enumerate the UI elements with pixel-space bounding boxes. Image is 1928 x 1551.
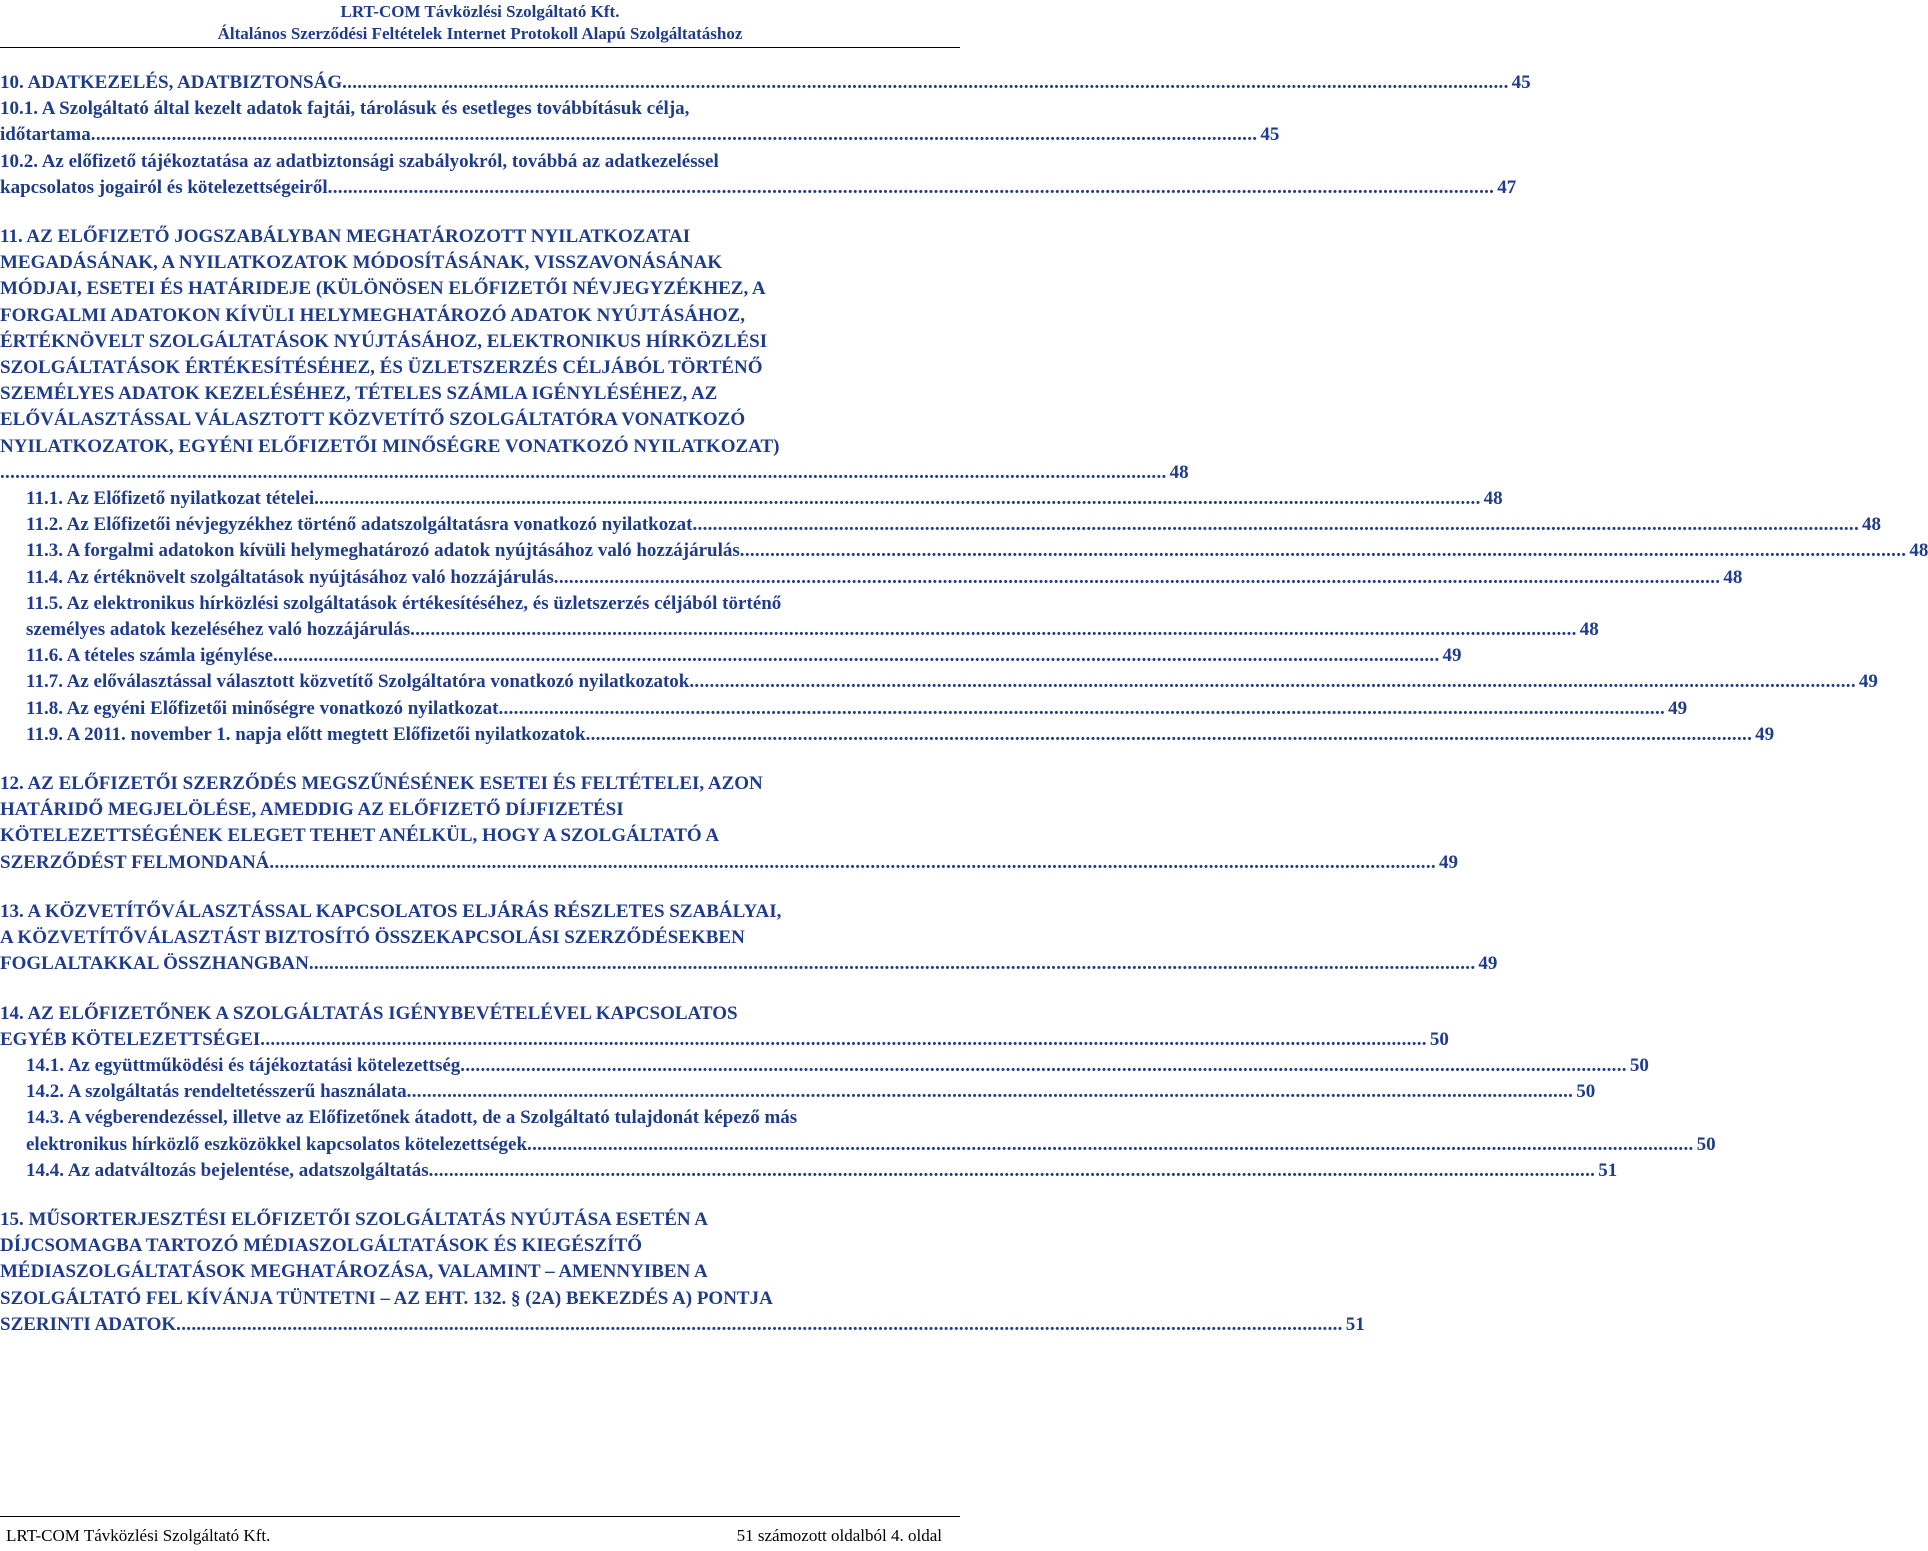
toc-subentry[interactable] bbox=[0, 486, 1503, 512]
toc-page-number: 50 bbox=[1576, 1081, 1596, 1103]
page-footer bbox=[0, 1516, 960, 1551]
toc-leader-dots bbox=[740, 538, 1907, 564]
toc-subentry[interactable] bbox=[0, 565, 1743, 591]
toc-page-number: 48 bbox=[1723, 566, 1743, 588]
toc-entry-text: 11.1. Az Előfizető nyilatkozat tételei bbox=[26, 488, 315, 510]
toc-leader-dots bbox=[269, 850, 1436, 876]
toc-page-number: 45 bbox=[1260, 124, 1280, 146]
toc-entry-text: kapcsolatos jogairól és kötelezettségeiről bbox=[0, 176, 328, 198]
toc-entry-text: FORGALMI ADATOKON KÍVÜLI HELYMEGHATÁROZÓ ADATOK NYÚJTÁSÁHOZ, bbox=[0, 304, 745, 326]
toc-entry-text: 15. MŰSORTERJESZTÉSI ELŐFIZETŐI SZOLGÁLTATÁS NYÚJTÁSA ESETÉN A bbox=[0, 1208, 709, 1230]
toc-page-number: 49 bbox=[1755, 723, 1775, 745]
toc-entry[interactable] bbox=[0, 1001, 1449, 1053]
toc-entry-text: 14.3. A végberendezéssel, illetve az Előfizetőnek átadott, de a Szolgáltató tulajdonát képező más bbox=[26, 1107, 798, 1129]
toc-leader-dots bbox=[260, 1027, 1427, 1053]
toc-page-number: 45 bbox=[1511, 72, 1531, 93]
toc-entry-text: MÉDIASZOLGÁLTATÁSOK MEGHATÁROZÁSA, VALAMINT – AMENNYIBEN A bbox=[0, 1261, 708, 1283]
toc-leader-dots bbox=[460, 1053, 1627, 1079]
toc-entry-text: 11.8. Az egyéni Előfizetői minőségre vonatkozó nyilatkozat bbox=[26, 697, 499, 719]
toc-entry-text: 14.2. A szolgáltatás rendeltetésszerű használata bbox=[26, 1081, 407, 1103]
toc-entry-text: SZERINTI ADATOK bbox=[0, 1313, 177, 1335]
toc-leader-dots bbox=[0, 460, 1167, 486]
toc-page-number: 50 bbox=[1429, 1028, 1449, 1050]
toc-spacer bbox=[0, 1184, 958, 1207]
toc-entry-text: A KÖZVETÍTŐVÁLASZTÁST BIZTOSÍTÓ ÖSSZEKAPCSOLÁSI SZERZŐDÉSEKBEN bbox=[0, 927, 745, 949]
toc-entry-text: SZOLGÁLTATÓ FEL KÍVÁNJA TÜNTETNI – AZ EHT. 132. § (2A) BEKEZDÉS A) PONTJA bbox=[0, 1287, 773, 1309]
toc-leader-dots bbox=[554, 565, 1721, 591]
toc-leader-dots bbox=[309, 951, 1476, 977]
toc-entry-text: KÖTELEZETTSÉGÉNEK ELEGET TEHET ANÉLKÜL, HOGY A SZOLGÁLTATÓ A bbox=[0, 825, 720, 847]
toc-entry-text: 14. AZ ELŐFIZETŐNEK A SZOLGÁLTATÁS IGÉNYBEVÉTELÉVEL KAPCSOLATOS bbox=[0, 1002, 738, 1024]
toc-subentry[interactable] bbox=[0, 591, 1599, 643]
toc-leader-dots bbox=[586, 722, 1753, 748]
toc-entry-text: FOGLALTAKKAL ÖSSZHANGBAN bbox=[0, 953, 309, 975]
toc-entry-text: 14.1. Az együttműködési és tájékoztatási kötelezettség bbox=[26, 1054, 461, 1076]
toc-page-number: 49 bbox=[1438, 851, 1458, 873]
header-divider bbox=[0, 47, 960, 48]
toc-spacer bbox=[0, 201, 958, 224]
toc-leader-dots bbox=[692, 512, 1859, 538]
toc-page-number: 48 bbox=[1169, 461, 1189, 483]
toc-entry-text: 11.7. Az előválasztással választott közvetítő Szolgáltatóra vonatkozó nyilatkozatok bbox=[26, 671, 690, 693]
toc-entry-text: 10. ADATKEZELÉS, ADATBIZTONSÁG bbox=[0, 72, 343, 93]
toc-leader-dots bbox=[429, 1158, 1596, 1184]
toc-page-number: 51 bbox=[1598, 1159, 1618, 1181]
toc-entry-text: személyes adatok kezeléséhez való hozzájárulás bbox=[26, 619, 411, 641]
page-header bbox=[0, 0, 960, 48]
toc-subentry[interactable] bbox=[0, 722, 1775, 748]
toc-page-number: 49 bbox=[1668, 697, 1688, 719]
toc-entry-text: ELŐVÁLASZTÁSSAL VÁLASZTOTT KÖZVETÍTŐ SZOLGÁLTATÓRA VONATKOZÓ bbox=[0, 409, 746, 431]
toc-entry-text: 11.9. A 2011. november 1. napja előtt megtett Előfizetői nyilatkozatok bbox=[26, 723, 586, 745]
toc-page-number: 51 bbox=[1345, 1313, 1365, 1335]
toc-subentry[interactable] bbox=[0, 696, 1688, 722]
toc-entry-text: 12. AZ ELŐFIZETŐI SZERZŐDÉS MEGSZŰNÉSÉNEK ESETEI ÉS FELTÉTELEI, AZON bbox=[0, 773, 763, 795]
toc-leader-dots bbox=[499, 696, 1666, 722]
toc-entry-text: HATÁRIDŐ MEGJELÖLÉSE, AMEDDIG AZ ELŐFIZETŐ DÍJFIZETÉSI bbox=[0, 799, 624, 821]
toc-leader-dots bbox=[527, 1132, 1694, 1158]
toc-entry-text: 13. A KÖZVETÍTŐVÁLASZTÁSSAL KAPCSOLATOS ELJÁRÁS RÉSZLETES SZABÁLYAI, bbox=[0, 900, 782, 922]
toc-page-number: 49 bbox=[1858, 671, 1878, 693]
toc-entry-text: 10.1. A Szolgáltató által kezelt adatok fajtái, tárolásuk és esetleges továbbításuk célja, bbox=[0, 98, 690, 120]
toc-page-number: 49 bbox=[1442, 645, 1462, 667]
toc-entry[interactable] bbox=[0, 899, 1498, 978]
toc-subentry[interactable] bbox=[0, 1105, 1716, 1157]
toc-page-number: 48 bbox=[1579, 619, 1599, 641]
toc-page-number: 48 bbox=[1909, 540, 1928, 562]
toc-leader-dots bbox=[314, 486, 1481, 512]
toc-entry-text: ÉRTÉKNÖVELT SZOLGÁLTATÁSOK NYÚJTÁSÁHOZ, ELEKTRONIKUS HÍRKÖZLÉSI bbox=[0, 330, 768, 352]
toc-entry[interactable] bbox=[0, 149, 1517, 201]
toc-leader-dots bbox=[273, 643, 1440, 669]
toc-entry-text: időtartama bbox=[0, 124, 91, 146]
toc-page-number: 48 bbox=[1862, 514, 1882, 536]
toc-entry-text: 11.2. Az Előfizetői névjegyzékhez történő adatszolgáltatásra vonatkozó nyilatkozat bbox=[26, 514, 693, 536]
toc-entry-text: 11.6. A tételes számla igénylése bbox=[26, 645, 273, 667]
toc-entry[interactable] bbox=[0, 1207, 1365, 1338]
toc-entry[interactable] bbox=[0, 224, 1189, 486]
toc-entry-text: SZEMÉLYES ADATOK KEZELÉSÉHEZ, TÉTELES SZÁMLA IGÉNYLÉSÉHEZ, AZ bbox=[0, 383, 718, 405]
header-subtitle: Általános Szerződési Feltételek Internet Protokoll Alapú Szolgáltatáshoz bbox=[217, 24, 743, 43]
toc-subentry[interactable] bbox=[0, 1079, 1596, 1105]
toc-spacer bbox=[0, 748, 958, 771]
toc-entry-text: 14.4. Az adatváltozás bejelentése, adatszolgáltatás bbox=[26, 1159, 429, 1181]
toc-subentry[interactable] bbox=[0, 1053, 1649, 1079]
toc-leader-dots bbox=[176, 1312, 1343, 1338]
toc-entry-text: MEGADÁSÁNAK, A NYILATKOZATOK MÓDOSÍTÁSÁNAK, VISSZAVONÁSÁNAK bbox=[0, 252, 723, 274]
toc-page-number: 49 bbox=[1478, 953, 1498, 975]
toc-leader-dots bbox=[689, 669, 1856, 695]
toc-entry-text: 11.3. A forgalmi adatokon kívüli helymeghatározó adatok nyújtásához való hozzájárulás bbox=[26, 540, 740, 562]
toc-page-number: 47 bbox=[1497, 176, 1517, 198]
table-of-contents bbox=[0, 70, 1928, 1338]
footer-company: LRT-COM Távközlési Szolgáltató Kft. bbox=[6, 1526, 271, 1545]
header-company: LRT-COM Távközlési Szolgáltató Kft. bbox=[340, 2, 620, 21]
toc-page-number: 50 bbox=[1629, 1054, 1649, 1076]
toc-leader-dots bbox=[91, 122, 1258, 148]
toc-entry-text: MÓDJAI, ESETEI ÉS HATÁRIDEJE (KÜLÖNÖSEN ELŐFIZETŐI NÉVJEGYZÉKHEZ, A bbox=[0, 278, 766, 300]
toc-entry-text: elektronikus hírközlő eszközökkel kapcsolatos kötelezettségek bbox=[26, 1133, 528, 1155]
toc-page-number: 50 bbox=[1696, 1133, 1716, 1155]
toc-entry[interactable] bbox=[0, 771, 1458, 876]
toc-entry[interactable] bbox=[0, 96, 1280, 148]
toc-entry[interactable] bbox=[0, 70, 1531, 96]
toc-spacer bbox=[0, 876, 958, 899]
toc-entry-text: 11.5. Az elektronikus hírközlési szolgáltatások értékesítéséhez, és üzletszerzés céljából történő bbox=[26, 592, 782, 614]
toc-entry-text: NYILATKOZATOK, EGYÉNI ELŐFIZETŐI MINŐSÉGRE VONATKOZÓ NYILATKOZAT) bbox=[0, 435, 780, 457]
toc-entry-text: EGYÉB KÖTELEZETTSÉGEI bbox=[0, 1028, 261, 1050]
toc-page-number: 48 bbox=[1483, 488, 1503, 510]
toc-entry-text: SZERZŐDÉST FELMONDANÁ bbox=[0, 851, 270, 873]
toc-entry-text: 11.4. Az értéknövelt szolgáltatások nyújtásához való hozzájárulás bbox=[26, 566, 554, 588]
toc-entry-text: DÍJCSOMAGBA TARTOZÓ MÉDIASZOLGÁLTATÁSOK ÉS KIEGÉSZÍTŐ bbox=[0, 1235, 642, 1257]
toc-entry-text: SZOLGÁLTATÁSOK ÉRTÉKESÍTÉSÉHEZ, ÉS ÜZLETSZERZÉS CÉLJÁBÓL TÖRTÉNŐ bbox=[0, 357, 763, 379]
toc-subentry[interactable] bbox=[0, 643, 1462, 669]
toc-entry-text: 10.2. Az előfizető tájékoztatása az adatbiztonsági szabályokról, továbbá az adatkezeléssel bbox=[0, 150, 719, 172]
toc-entry-text: 11. AZ ELŐFIZETŐ JOGSZABÁLYBAN MEGHATÁROZOTT NYILATKOZATAI bbox=[0, 226, 691, 248]
toc-subentry[interactable] bbox=[0, 538, 1928, 564]
toc-subentry[interactable] bbox=[0, 512, 1882, 538]
toc-subentry[interactable] bbox=[0, 669, 1878, 695]
toc-leader-dots bbox=[410, 617, 1577, 643]
toc-leader-dots bbox=[407, 1079, 1574, 1105]
toc-leader-dots bbox=[342, 70, 1509, 96]
toc-subentry[interactable] bbox=[0, 1158, 1618, 1184]
toc-spacer bbox=[0, 978, 958, 1001]
toc-leader-dots bbox=[328, 175, 1495, 201]
footer-page-info: 51 számozott oldalból 4. oldal bbox=[736, 1526, 942, 1545]
